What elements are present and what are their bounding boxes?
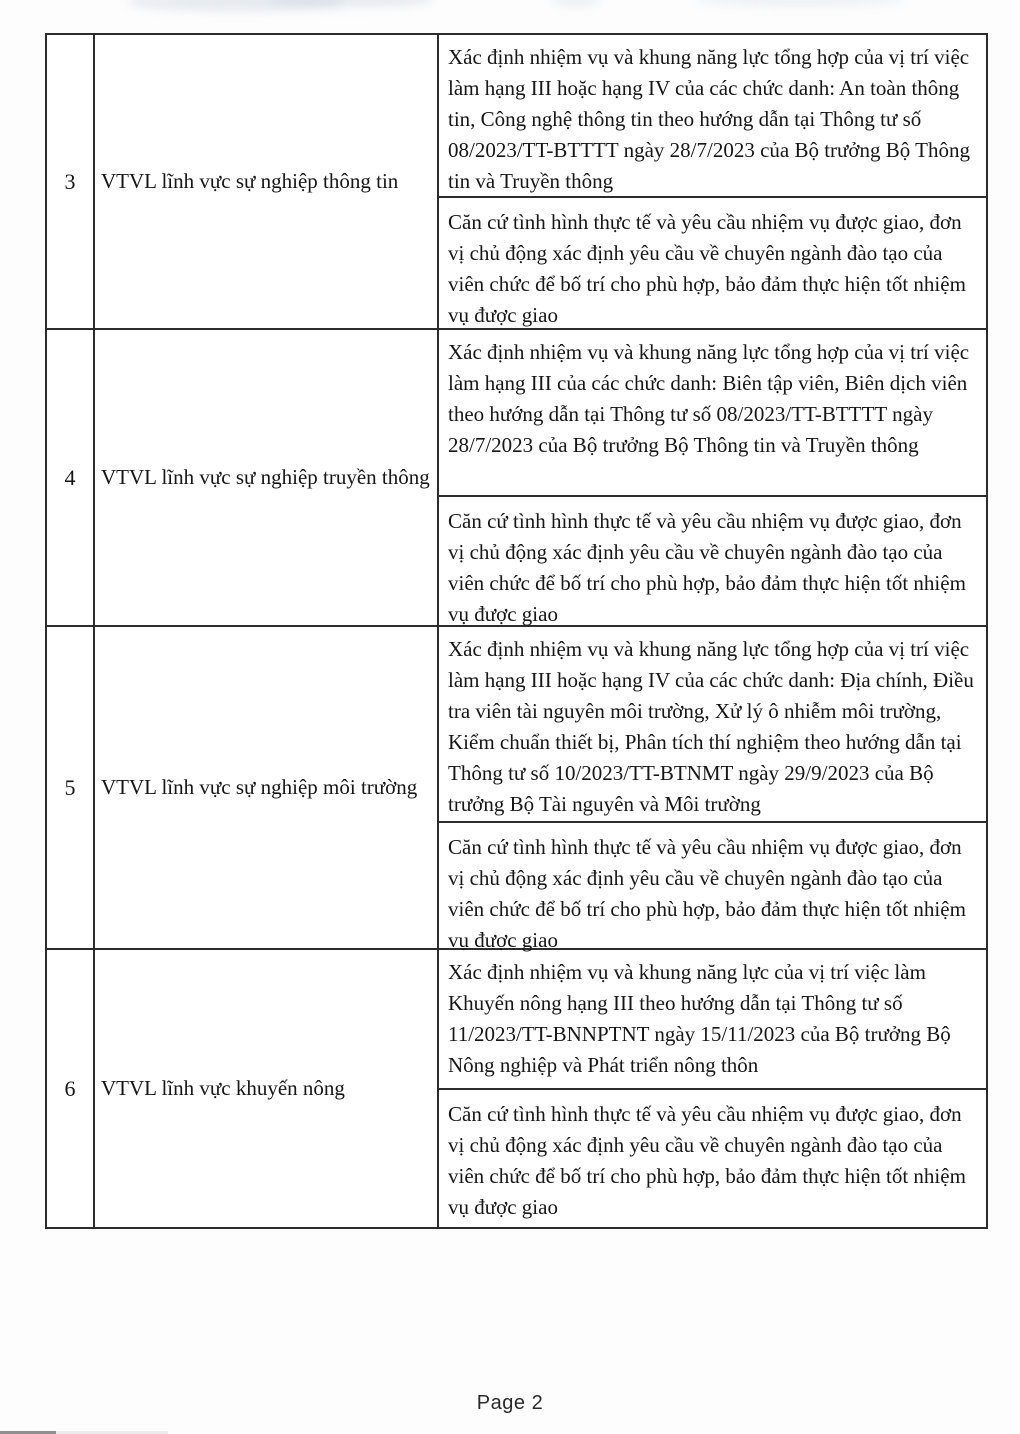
page-number-label: Page 2 xyxy=(476,1392,544,1414)
row-label: VTVL lĩnh vực sự nghiệp thông tin xyxy=(95,35,439,328)
task-paragraph: Xác định nhiệm vụ và khung năng lực của vị trí việc làm Khuyến nông hạng III theo hướng dẫn tại Thông tư số 11/2023/TT-BNNPTNT ngày 15/11/2023 của Bộ trưởng Bộ Nông nghiệp và Phát triển nông thôn xyxy=(439,950,986,1090)
note-paragraph: Căn cứ tình hình thực tế và yêu cầu nhiệm vụ được giao, đơn vị chủ động xác định yêu cầu về chuyên ngành đào tạo của viên chức để bố trí cho phù hợp, bảo đảm thực hiện tốt nhiệm vụ được giao xyxy=(448,509,966,626)
scan-bleed-artifact xyxy=(698,0,903,6)
job-position-table xyxy=(45,33,988,1229)
task-paragraph: Xác định nhiệm vụ và khung năng lực tổng hợp của vị trí việc làm hạng III hoặc hạng IV của các chức danh: An toàn thông tin, Công nghệ thông tin theo hướng dẫn tại Thông tư số 08/2023/TT-BTTTT ngày 28/7/2023 của Bộ trưởng Bộ Thông tin và Truyền thông xyxy=(439,35,986,198)
table-row xyxy=(47,330,986,627)
note-paragraph: Căn cứ tình hình thực tế và yêu cầu nhiệm vụ được giao, đơn vị chủ động xác định yêu cầu về chuyên ngành đào tạo của viên chức để bố trí cho phù hợp, bảo đảm thực hiện tốt nhiệm vụ được giao xyxy=(448,210,966,327)
task-paragraph: Xác định nhiệm vụ và khung năng lực tổng hợp của vị trí việc làm hạng III hoặc hạng IV của các chức danh: Địa chính, Điều tra viên tài nguyên môi trường, Xử lý ô nhiễm môi trường, Kiểm chuẩn thiết bị, Phân tích thí nghiệm theo hướng dẫn tại Thông tư số 10/2023/TT-BTNMT ngày 29/9/2023 của Bộ trưởng Bộ Tài nguyên và Môi trường xyxy=(439,627,986,823)
task-paragraph: Xác định nhiệm vụ và khung năng lực tổng hợp của vị trí việc làm hạng III của các chức danh: Biên tập viên, Biên dịch viên theo hướng dẫn tại Thông tư số 08/2023/TT-BTTTT ngày 28/7/2023 của Bộ trưởng Bộ Thông tin và Truyền thông xyxy=(439,330,986,497)
row-label: VTVL lĩnh vực khuyến nông xyxy=(95,950,439,1227)
row-label: VTVL lĩnh vực sự nghiệp môi trường xyxy=(95,627,439,948)
row-number: 6 xyxy=(47,950,95,1227)
row-label: VTVL lĩnh vực sự nghiệp truyền thông xyxy=(95,330,439,625)
row-number: 4 xyxy=(47,330,95,625)
table-row xyxy=(47,627,986,950)
row-number: 3 xyxy=(47,35,95,328)
row-number: 5 xyxy=(47,627,95,948)
table-row xyxy=(47,35,986,330)
table-row xyxy=(47,950,986,1227)
note-paragraph: Căn cứ tình hình thực tế và yêu cầu nhiệm vụ được giao, đơn vị chủ động xác định yêu cầu về chuyên ngành đào tạo của viên chức để bố trí cho phù hợp, bảo đảm thực hiện tốt nhiệm vụ được giao xyxy=(448,835,966,952)
scan-bleed-artifact xyxy=(552,0,600,6)
note-paragraph: Căn cứ tình hình thực tế và yêu cầu nhiệm vụ được giao, đơn vị chủ động xác định yêu cầu về chuyên ngành đào tạo của viên chức để bố trí cho phù hợp, bảo đảm thực hiện tốt nhiệm vụ được giao xyxy=(448,1102,966,1219)
